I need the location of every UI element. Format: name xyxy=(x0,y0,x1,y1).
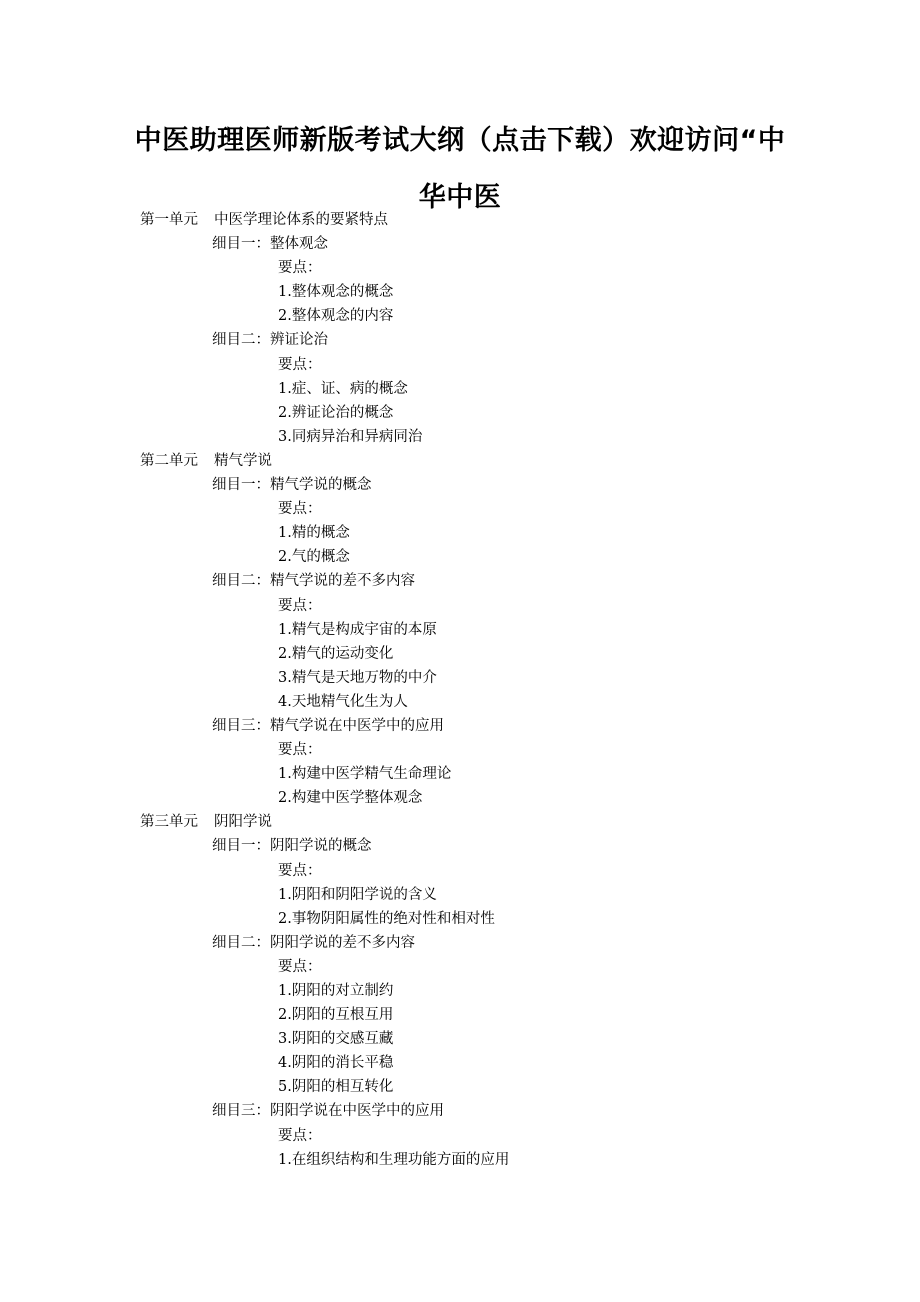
points-label: 要点： xyxy=(278,958,322,975)
detail-name: 阴阳学说的概念 xyxy=(270,838,372,855)
detail-heading xyxy=(0,473,920,497)
detail-name: 整体观念 xyxy=(270,236,328,253)
detail-name: 精气学说的概念 xyxy=(270,477,372,494)
detail-name: 阴阳学说在中医学中的应用 xyxy=(270,1103,444,1120)
point-item: 4.阴阳的消长平稳 xyxy=(278,1055,394,1072)
point-item: 2.构建中医学整体观念 xyxy=(278,790,423,807)
detail-heading xyxy=(0,714,920,738)
unit-number: 第二单元 xyxy=(140,452,198,469)
detail-label: 细目二： xyxy=(212,573,270,590)
detail-name: 精气学说的差不多内容 xyxy=(270,573,415,590)
title-line-2: 华中医 xyxy=(418,182,502,213)
points-label: 要点： xyxy=(278,862,322,879)
unit-name: 中医学理论体系的要紧特点 xyxy=(214,212,388,228)
point-item: 3.阴阳的交感互藏 xyxy=(278,1031,394,1048)
unit-heading xyxy=(0,208,920,232)
point-item: 2.辨证论治的概念 xyxy=(278,404,394,421)
detail-name: 辨证论治 xyxy=(270,332,328,349)
detail-heading xyxy=(0,931,920,955)
detail-label: 细目三： xyxy=(212,1103,270,1120)
detail-heading xyxy=(0,328,920,352)
point-item: 2.气的概念 xyxy=(278,549,350,566)
title-line-1: 中医助理医师新版考试大纲（点击下载）欢迎访问“中 xyxy=(134,125,786,156)
detail-name: 阴阳学说的差不多内容 xyxy=(270,934,415,951)
point-item: 2.阴阳的互根互用 xyxy=(278,1007,394,1024)
detail-label: 细目二： xyxy=(212,332,270,349)
detail-label: 细目一： xyxy=(212,477,270,494)
detail-heading xyxy=(0,569,920,593)
point-item: 1.阴阳的对立制约 xyxy=(278,983,394,999)
point-item: 3.精气是天地万物的中介 xyxy=(278,669,437,686)
point-item: 1.构建中医学精气生命理论 xyxy=(278,766,452,783)
unit-heading xyxy=(0,810,920,834)
unit-name: 阴阳学说 xyxy=(214,814,272,831)
point-item: 3.同病异治和异病同治 xyxy=(278,428,423,445)
detail-label: 细目三： xyxy=(212,717,270,734)
unit-name: 精气学说 xyxy=(214,452,272,469)
points-label: 要点： xyxy=(278,501,322,518)
point-item: 4.天地精气化生为人 xyxy=(278,693,408,710)
detail-heading xyxy=(0,232,920,256)
detail-name: 精气学说在中医学中的应用 xyxy=(270,717,444,734)
points-label: 要点： xyxy=(278,260,322,277)
points-label: 要点： xyxy=(278,356,322,373)
syllabus-outline xyxy=(0,208,920,1172)
unit-number: 第一单元 xyxy=(140,212,198,228)
points-label: 要点： xyxy=(278,597,322,614)
point-item: 5.阴阳的相互转化 xyxy=(278,1079,394,1096)
point-item: 2.整体观念的内容 xyxy=(278,308,394,325)
point-item: 1.症、证、病的概念 xyxy=(278,380,408,397)
point-item: 1.精气是构成宇宙的本原 xyxy=(278,621,437,638)
point-item: 1.精的概念 xyxy=(278,525,350,542)
detail-heading xyxy=(0,834,920,858)
detail-label: 细目一： xyxy=(212,838,270,855)
point-item: 2.精气的运动变化 xyxy=(278,645,394,662)
points-label: 要点： xyxy=(278,742,322,759)
detail-label: 细目二： xyxy=(212,934,270,951)
point-item: 1.阴阳和阴阳学说的含义 xyxy=(278,886,437,903)
detail-label: 细目一： xyxy=(212,236,270,253)
unit-number: 第三单元 xyxy=(140,814,198,831)
point-item: 1.在组织结构和生理功能方面的应用 xyxy=(278,1151,510,1168)
unit-heading xyxy=(0,449,920,473)
point-item: 1.整体观念的概念 xyxy=(278,284,394,301)
points-label: 要点： xyxy=(278,1127,322,1144)
detail-heading xyxy=(0,1099,920,1123)
point-item: 2.事物阴阳属性的绝对性和相对性 xyxy=(278,910,495,927)
